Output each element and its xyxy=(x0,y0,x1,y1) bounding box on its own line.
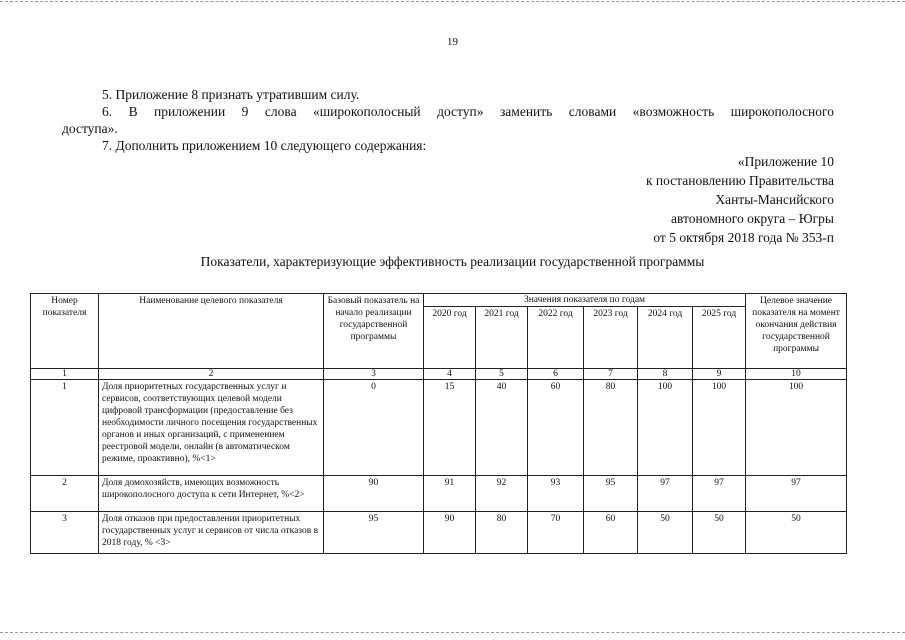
appendix-line: к постановлению Правительства xyxy=(645,173,834,188)
row-year-value: 100 xyxy=(638,380,693,476)
header-year: 2025 год xyxy=(693,307,746,369)
paragraph-7: 7. Дополнить приложением 10 следующего содержания: xyxy=(102,138,427,153)
table-row xyxy=(31,380,847,476)
row-year-value: 93 xyxy=(528,476,584,512)
row-indicator-name: Доля отказов при предоставлении приоритетных государственных услуг и сервисов от числа отказов в 2018 году, % <3> xyxy=(99,512,324,554)
appendix-line: от 5 октября 2018 года № 353-п xyxy=(653,230,834,245)
appendix-line: Ханты-Мансийского xyxy=(715,192,834,207)
page-number: 19 xyxy=(447,36,458,48)
column-number: 4 xyxy=(424,369,476,380)
column-number: 9 xyxy=(693,369,746,380)
row-year-value: 90 xyxy=(424,512,476,554)
appendix-heading xyxy=(646,152,834,247)
row-year-value: 80 xyxy=(584,380,638,476)
column-number: 5 xyxy=(476,369,528,380)
row-year-value: 97 xyxy=(693,476,746,512)
column-number-row xyxy=(31,369,847,380)
header-name: Наименование целевого показателя xyxy=(99,294,324,369)
header-row xyxy=(31,294,847,307)
row-year-value: 100 xyxy=(693,380,746,476)
column-number: 2 xyxy=(99,369,324,380)
row-year-value: 97 xyxy=(638,476,693,512)
row-year-value: 60 xyxy=(528,380,584,476)
paragraph-6-line-2: доступа». xyxy=(62,121,118,136)
header-year: 2024 год xyxy=(638,307,693,369)
scan-edge-bottom xyxy=(0,632,905,633)
row-number: 3 xyxy=(31,512,99,554)
scan-edge-top xyxy=(0,1,905,2)
paragraph-6-line-1: 6. В приложении 9 слова «широкополосный доступ» заменить словами «возможность широкополосного xyxy=(102,104,834,119)
column-number: 8 xyxy=(638,369,693,380)
header-number: Номер показателя xyxy=(31,294,99,369)
row-year-value: 60 xyxy=(584,512,638,554)
header-year: 2022 год xyxy=(528,307,584,369)
table-row xyxy=(31,476,847,512)
row-number: 1 xyxy=(31,380,99,476)
row-base-value: 0 xyxy=(324,380,424,476)
table-title: Показатели, характеризующие эффективность реализации государственной программы xyxy=(200,254,705,269)
row-year-value: 15 xyxy=(424,380,476,476)
column-number: 10 xyxy=(746,369,847,380)
appendix-line: «Приложение 10 xyxy=(737,154,834,169)
header-year: 2023 год xyxy=(584,307,638,369)
row-year-value: 92 xyxy=(476,476,528,512)
row-number: 2 xyxy=(31,476,99,512)
row-year-value: 91 xyxy=(424,476,476,512)
row-base-value: 90 xyxy=(324,476,424,512)
row-year-value: 80 xyxy=(476,512,528,554)
row-year-value: 70 xyxy=(528,512,584,554)
header-base: Базовый показатель на начало реализации государственной программы xyxy=(324,294,424,369)
appendix-line: автономного округа – Югры xyxy=(671,211,834,226)
column-number: 1 xyxy=(31,369,99,380)
paragraph-5: 5. Приложение 8 признать утратившим силу. xyxy=(102,87,360,102)
row-year-value: 50 xyxy=(693,512,746,554)
row-year-value: 40 xyxy=(476,380,528,476)
header-target: Целевое значение показателя на момент окончания действия государственной программы xyxy=(746,294,847,369)
row-year-value: 95 xyxy=(584,476,638,512)
row-indicator-name: Доля приоритетных государственных услуг и сервисов, соответствующих целевой модели цифровой трансформации (предоставление без необходимости личного посещения государственных органов и иных организаций, с применением реестровой модели, онлайн (в автоматическом режиме, проактивно), %<1> xyxy=(99,380,324,476)
table-row xyxy=(31,512,847,554)
column-number: 6 xyxy=(528,369,584,380)
row-target-value: 97 xyxy=(746,476,847,512)
row-target-value: 100 xyxy=(746,380,847,476)
row-year-value: 50 xyxy=(638,512,693,554)
row-target-value: 50 xyxy=(746,512,847,554)
header-year: 2020 год xyxy=(424,307,476,369)
header-years-group: Значения показателя по годам xyxy=(424,294,746,307)
row-indicator-name: Доля домохозяйств, имеющих возможность широкополосного доступа к сети Интернет, %<2> xyxy=(99,476,324,512)
row-base-value: 95 xyxy=(324,512,424,554)
indicators-table xyxy=(30,293,847,554)
column-number: 3 xyxy=(324,369,424,380)
column-number: 7 xyxy=(584,369,638,380)
header-year: 2021 год xyxy=(476,307,528,369)
